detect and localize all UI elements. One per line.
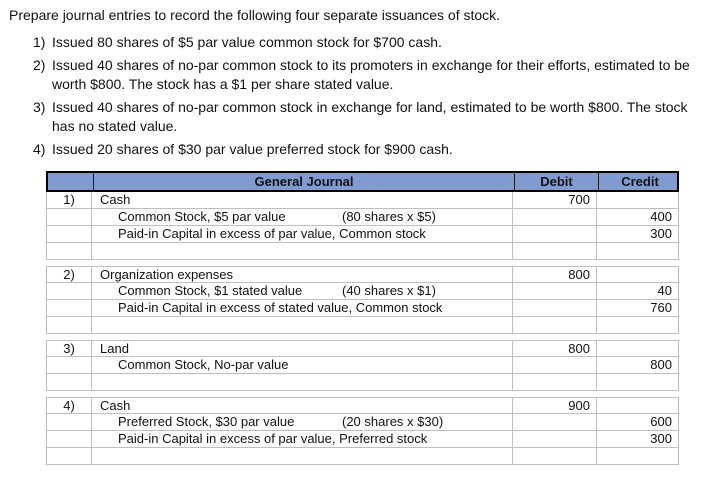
issue-text: Issued 80 shares of $5 par value common stock for $700 cash. (52, 34, 442, 50)
account-title: Paid-in Capital in excess of par value, Common stock (118, 226, 426, 241)
entry-number-cell (46, 300, 92, 317)
account-cell (92, 340, 513, 357)
journal-header-row (46, 171, 679, 192)
entry-number-cell (46, 243, 92, 260)
entry-number-cell (46, 431, 92, 448)
page-title: Prepare journal entries to record the following four separate issuances of stock. (9, 7, 501, 23)
entry-number-cell (46, 317, 92, 334)
credit-cell (597, 397, 679, 414)
credit-cell: 300 (597, 431, 679, 448)
credit-cell (597, 266, 679, 283)
journal-blank-row (46, 374, 679, 391)
credit-cell (597, 374, 679, 391)
debit-cell (513, 357, 597, 374)
entry-number-cell: 2) (46, 266, 92, 283)
debit-cell: 800 (513, 340, 597, 357)
account-cell (92, 266, 513, 283)
debit-cell (513, 283, 597, 300)
debit-cell: 800 (513, 266, 597, 283)
issue-number: 2) (33, 56, 46, 73)
account-cell (92, 192, 513, 209)
journal-header-num-cell (48, 173, 94, 190)
account-cell (92, 243, 513, 260)
account-title: Cash (100, 398, 131, 413)
account-cell (92, 374, 513, 391)
credit-cell: 400 (597, 209, 679, 226)
credit-cell: 40 (597, 283, 679, 300)
account-cell (92, 414, 513, 431)
account-title: Organization expenses (100, 267, 233, 282)
journal-row (46, 357, 679, 374)
account-title: Cash (100, 192, 131, 207)
account-cell (92, 448, 513, 465)
credit-cell: 760 (597, 300, 679, 317)
issue-number: 4) (33, 140, 46, 157)
account-cell (92, 357, 513, 374)
journal-row (46, 266, 679, 283)
journal-row (46, 226, 679, 243)
journal-row (46, 431, 679, 448)
journal-row (46, 414, 679, 431)
credit-cell: 800 (597, 357, 679, 374)
entry-number-cell (46, 283, 92, 300)
journal-row (46, 192, 679, 209)
credit-cell (597, 243, 679, 260)
debit-cell (513, 431, 597, 448)
journal-body (46, 192, 679, 465)
account-title: Common Stock, $1 stated value (118, 283, 303, 298)
journal-header-credit: Credit (621, 174, 659, 189)
journal-blank-row (46, 243, 679, 260)
entry-number-cell: 3) (46, 340, 92, 357)
issue-text: Issued 40 shares of no-par common stock to its promoters in exchange for their efforts, estimated to be worth $800. The stock has a $1 per share stated value. (52, 56, 690, 92)
account-title: Land (100, 341, 129, 356)
account-cell (92, 226, 513, 243)
debit-cell: 700 (513, 192, 597, 209)
account-cell (92, 283, 513, 300)
entry-number-cell (46, 374, 92, 391)
issue-item-1 (33, 33, 703, 53)
issue-item-2 (33, 56, 703, 95)
journal-header-debit: Debit (515, 173, 599, 190)
credit-cell (597, 448, 679, 465)
entry-number-cell (46, 448, 92, 465)
debit-cell (513, 414, 597, 431)
account-cell (92, 209, 513, 226)
credit-cell (597, 317, 679, 334)
credit-cell: 300 (597, 226, 679, 243)
credit-cell (597, 192, 679, 209)
journal-row (46, 340, 679, 357)
debit-cell (513, 317, 597, 334)
journal-row (46, 283, 679, 300)
issue-list (33, 33, 703, 162)
debit-cell (513, 243, 597, 260)
credit-cell (597, 340, 679, 357)
entry-number-cell (46, 414, 92, 431)
debit-cell (513, 374, 597, 391)
entry-number-cell (46, 226, 92, 243)
debit-cell (513, 300, 597, 317)
share-calculation-note: (80 shares x $5) (342, 209, 436, 224)
account-title: Common Stock, No-par value (118, 357, 289, 372)
account-cell (92, 397, 513, 414)
journal-row (46, 300, 679, 317)
account-cell (92, 317, 513, 334)
journal-header-title: General Journal (94, 173, 515, 190)
credit-cell: 600 (597, 414, 679, 431)
journal-row (46, 397, 679, 414)
issue-text: Issued 40 shares of no-par common stock in exchange for land, estimated to be worth $800. The stock has no stated value. (52, 98, 688, 134)
journal-blank-row (46, 448, 679, 465)
issue-number: 3) (33, 98, 46, 115)
share-calculation-note: (20 shares x $30) (342, 414, 444, 429)
account-cell (92, 431, 513, 448)
debit-cell (513, 209, 597, 226)
entry-number-cell (46, 357, 92, 374)
issue-text: Issued 20 shares of $30 par value preferred stock for $900 cash. (52, 140, 453, 157)
journal-row (46, 209, 679, 226)
entry-number-cell (46, 209, 92, 226)
issue-number: 1) (33, 34, 46, 50)
issue-item-3 (33, 98, 703, 137)
account-cell (92, 300, 513, 317)
entry-number-cell: 4) (46, 397, 92, 414)
debit-cell (513, 448, 597, 465)
issue-item-4 (33, 140, 703, 160)
account-title: Paid-in Capital in excess of par value, Preferred stock (118, 431, 428, 446)
journal-table (46, 171, 679, 465)
account-title: Common Stock, $5 par value (118, 209, 286, 224)
account-title: Paid-in Capital in excess of stated value, Common stock (118, 300, 443, 315)
entry-number-cell: 1) (46, 192, 92, 209)
share-calculation-note: (40 shares x $1) (342, 283, 436, 298)
debit-cell (513, 226, 597, 243)
account-title: Preferred Stock, $30 par value (118, 414, 295, 429)
journal-blank-row (46, 317, 679, 334)
debit-cell: 900 (513, 397, 597, 414)
